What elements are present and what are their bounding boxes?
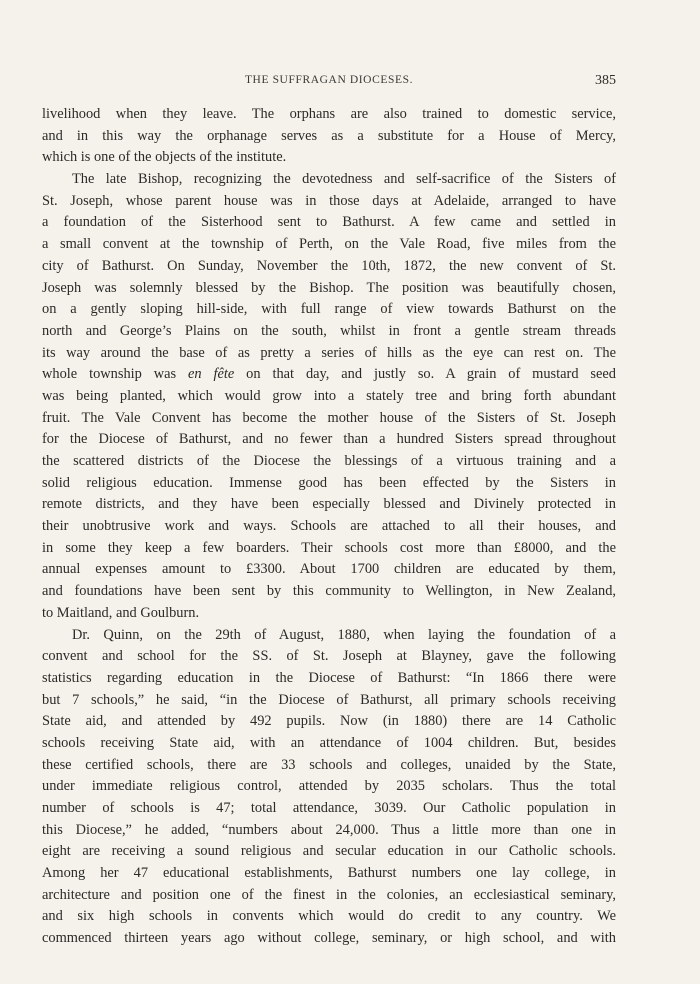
text-line: and six high schools in convents which would do credit to any country. We bbox=[42, 908, 616, 925]
text-line: schools receiving State aid, with an attendance of 1004 children. But, besides bbox=[42, 734, 616, 751]
text-line: statistics regarding education in the Diocese of Bathurst: “In 1866 there were bbox=[42, 669, 616, 686]
text-line: remote districts, and they have been especially blessed and Divinely protected in bbox=[42, 496, 616, 513]
text-line: north and George’s Plains on the south, whilst in front a gentle stream threads bbox=[42, 322, 616, 339]
running-head bbox=[42, 74, 616, 92]
text-line: Among her 47 educational establishments, Bathurst numbers one lay college, in bbox=[42, 865, 616, 882]
text-line: this Diocese,” he added, “numbers about 24,000. Thus a little more than one in bbox=[42, 821, 616, 838]
text-line: on a gently sloping hill-side, with full range of view towards Bathurst on the bbox=[42, 301, 616, 318]
text-line: city of Bathurst. On Sunday, November the 10th, 1872, the new convent of St. bbox=[42, 257, 616, 274]
text-line: a foundation of the Sisterhood sent to Bathurst. A few came and settled in bbox=[42, 214, 616, 231]
page-number: 385 bbox=[595, 73, 616, 88]
text-line: fruit. The Vale Convent has become the mother house of the Sisters of St. Joseph bbox=[42, 409, 616, 426]
text-line: and in this way the orphanage serves as a substitute for a House of Mercy, bbox=[42, 127, 616, 144]
body-text bbox=[42, 104, 616, 950]
text-line: The late Bishop, recognizing the devotedness and self-sacrifice of the Sisters of bbox=[72, 171, 616, 188]
text-line: and foundations have been sent by this community to Wellington, in New Zealand, bbox=[42, 583, 616, 600]
text-line: commenced thirteen years ago without college, seminary, or high school, and with bbox=[42, 930, 616, 947]
text-line: livelihood when they leave. The orphans are also trained to domestic service, bbox=[42, 106, 616, 122]
text-run: on that day, and justly so. A grain of mustard seed bbox=[234, 366, 616, 383]
text-line: in some they keep a few boarders. Their schools cost more than £8000, and the bbox=[42, 539, 616, 556]
text-run: whole township was bbox=[42, 366, 189, 383]
text-line: which is one of the objects of the institute. bbox=[42, 149, 287, 166]
text-line: convent and school for the SS. of St. Joseph at Blayney, gave the following bbox=[42, 648, 616, 665]
text-line: annual expenses amount to £3300. About 1700 children are educated by them, bbox=[42, 561, 616, 578]
text-line: these certified schools, there are 33 schools and colleges, unaided by the State, bbox=[42, 756, 616, 773]
text-line: under immediate religious control, attended by 2035 scholars. Thus the total bbox=[42, 778, 616, 795]
text-line: their unobtrusive work and ways. Schools are attached to all their houses, and bbox=[42, 518, 616, 535]
text-line: a small convent at the township of Perth, on the Vale Road, five miles from the bbox=[42, 236, 616, 253]
text-line: but 7 schools,” he said, “in the Diocese of Bathurst, all primary schools receiving bbox=[42, 691, 616, 708]
text-line: St. Joseph, whose parent house was in those days at Adelaide, arranged to have bbox=[42, 192, 616, 209]
text-line: for the Diocese of Bathurst, and no fewer than a hundred Sisters spread throughout bbox=[42, 431, 616, 448]
text-line: was being planted, which would grow into a stately tree and bring forth abundant bbox=[42, 387, 616, 404]
running-title: THE SUFFRAGAN DIOCESES. bbox=[244, 74, 414, 86]
text-line: the scattered districts of the Diocese the blessings of a virtuous training and a bbox=[42, 453, 616, 469]
text-line: its way around the base of as pretty a series of hills as the eye can rest on. The bbox=[42, 344, 616, 361]
text-line: State aid, and attended by 492 pupils. Now (in 1880) there are 14 Catholic bbox=[42, 713, 616, 730]
text-line: to Maitland, and Goulburn. bbox=[42, 604, 200, 621]
text-line: Joseph was solemnly blessed by the Bishop. The position was beautifully chosen, bbox=[42, 279, 616, 296]
text-line: Dr. Quinn, on the 29th of August, 1880, when laying the foundation of a bbox=[72, 626, 616, 643]
italic-phrase: en fête bbox=[188, 366, 235, 383]
text-line: architecture and position one of the finest in the colonies, an ecclesiastical seminary, bbox=[42, 886, 616, 903]
text-line: eight are receiving a sound religious and secular education in our Catholic schools. bbox=[42, 843, 616, 860]
text-line: solid religious education. Immense good has been effected by the Sisters in bbox=[42, 474, 616, 491]
text-line: number of schools is 47; total attendance, 3039. Our Catholic population in bbox=[42, 800, 616, 816]
text-line bbox=[42, 364, 616, 386]
